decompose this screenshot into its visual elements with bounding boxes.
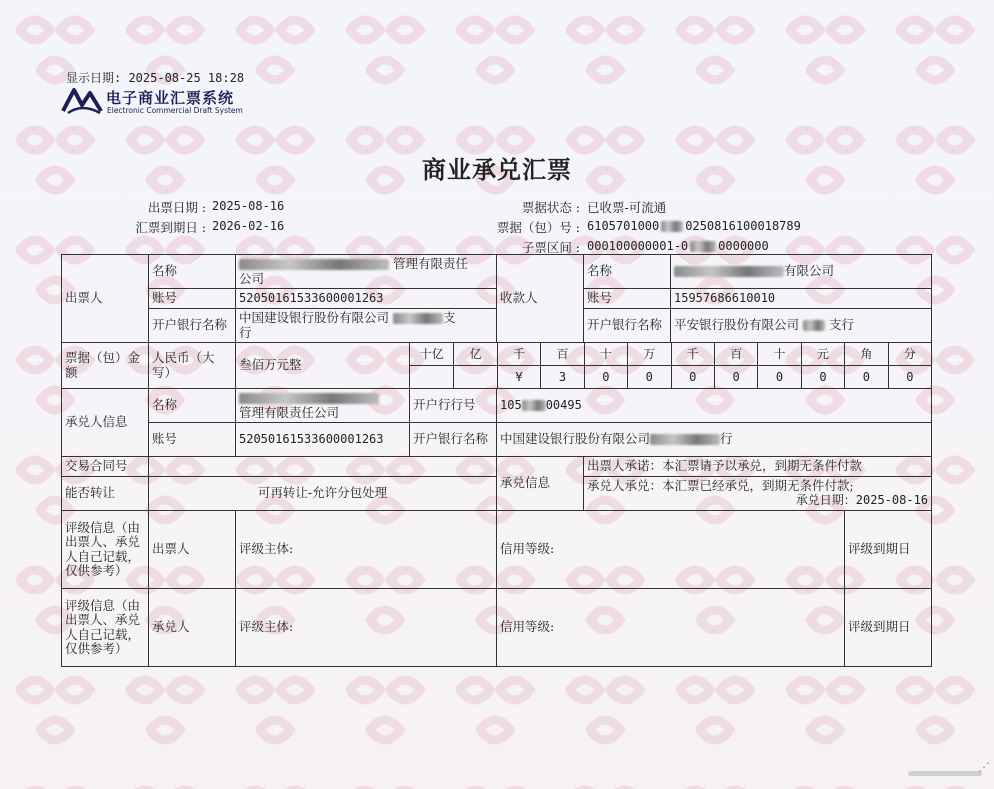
acceptor-bank-no: 105 00495 [497, 389, 932, 423]
amount-digit-2: ¥ [497, 366, 540, 388]
payee-account: 15957686610010 [671, 289, 932, 309]
amount-digit-7: 0 [714, 366, 757, 388]
system-logo [60, 85, 260, 121]
draft-number-label: 票据（包）号 : [496, 220, 580, 235]
amount-digits [410, 343, 932, 389]
amount-digit-1 [453, 366, 496, 388]
rating-expire-drawer: 评级到期日 [845, 511, 932, 589]
acceptor-name-label: 名称 [149, 389, 236, 423]
rating-subject-acceptor: 评级主体: [236, 589, 497, 667]
amount-unit-7: 百 [714, 343, 757, 365]
amount-currency-label: 人民币（大写） [149, 343, 236, 389]
amount-unit-4: 十 [584, 343, 627, 365]
horizontal-scrollbar[interactable] [908, 771, 982, 776]
sub-range-label: 子票区间 : [521, 240, 580, 255]
amount-digit-0 [410, 366, 453, 388]
amount-unit-6: 千 [671, 343, 714, 365]
resize-handle-icon[interactable]: ⋰ [978, 760, 990, 774]
drawer-name-label: 名称 [149, 255, 236, 289]
rating-grade-drawer: 信用等级: [497, 511, 845, 589]
sub-range: 000100000001-0 0000000 [587, 239, 769, 253]
rating-label-drawer: 评级信息（由出票人、承兑人自己记载，仅供参考） [62, 511, 149, 589]
acceptor-section-label: 承兑人信息 [62, 389, 149, 457]
amount-unit-10: 角 [844, 343, 887, 365]
acceptor-bank-no-label: 开户行行号 [410, 389, 497, 423]
rating-party-acceptor: 承兑人 [149, 589, 236, 667]
status-label: 票据状态 : [521, 200, 580, 215]
drawer-bank-label: 开户银行名称 [149, 309, 236, 343]
payee-name: 有限公司 [671, 255, 932, 289]
transfer-value: 可再转让-允许分包处理 [149, 477, 497, 511]
payee-name-label: 名称 [584, 255, 671, 289]
draft-title: 商业承兑汇票 [422, 155, 572, 184]
rating-party-drawer: 出票人 [149, 511, 236, 589]
amount-label: 票据（包）金额 [62, 343, 149, 389]
amount-digit-3: 3 [540, 366, 583, 388]
payee-bank-label: 开户银行名称 [584, 309, 671, 343]
acceptor-account-label: 账号 [149, 423, 236, 457]
rating-subject-drawer: 评级主体: [236, 511, 497, 589]
issue-date: 2025-08-16 [212, 199, 285, 213]
amount-digit-5: 0 [627, 366, 670, 388]
amount-digit-6: 0 [671, 366, 714, 388]
draft-number: 6105701000 0250816100018789 [587, 219, 801, 233]
contract-label: 交易合同号 [62, 457, 149, 477]
drawer-account: 52050161533600001263 [236, 289, 497, 309]
drawer-account-label: 账号 [149, 289, 236, 309]
amount-unit-1: 亿 [453, 343, 496, 365]
payee-section-label: 收款人 [497, 255, 584, 343]
logo-en-text: Electronic Commercial Draft System [107, 106, 243, 115]
logo-cn-text: 电子商业汇票系统 [106, 89, 235, 107]
amount-units-row [410, 343, 931, 366]
display-date: 显示日期: 2025-08-25 18:28 [66, 71, 245, 85]
amount-digit-9: 0 [801, 366, 844, 388]
amount-digits-row [410, 366, 931, 388]
drawer-promise: 出票人承诺：本汇票请予以承兑，到期无条件付款 [584, 457, 932, 477]
drawer-name: 管理有限责任 公司 [236, 255, 497, 289]
amount-digit-11: 0 [888, 366, 931, 388]
amount-digit-8: 0 [757, 366, 800, 388]
amount-unit-9: 元 [801, 343, 844, 365]
drawer-bank: 中国建设银行股份有限公司 支 行 [236, 309, 497, 343]
accept-date: 承兑日期：2025-08-16 [795, 492, 929, 507]
payee-bank: 平安银行股份有限公司 支行 [671, 309, 932, 343]
amount-unit-11: 分 [888, 343, 931, 365]
amount-words: 叁佰万元整 [236, 343, 410, 389]
acceptor-bank-label: 开户银行名称 [410, 423, 497, 457]
draft-table [61, 254, 932, 667]
contract-value [149, 457, 497, 477]
amount-digit-4: 0 [584, 366, 627, 388]
amount-digit-10: 0 [844, 366, 887, 388]
acceptor-promise: 承兑人承兑：本汇票已经承兑，到期无条件付款; 承兑日期：2025-08-16 [584, 477, 932, 511]
amount-unit-3: 百 [540, 343, 583, 365]
logo-icon [60, 85, 104, 119]
issue-date-label: 出票日期 : [147, 200, 206, 215]
rating-expire-acceptor: 评级到期日 [845, 589, 932, 667]
due-date: 2026-02-16 [212, 219, 285, 233]
acceptor-name: 管理有限责任公司 [236, 389, 410, 423]
status-value: 已收票-可流通 [587, 200, 667, 215]
rating-label-acceptor: 评级信息（由出票人、承兑人自己记载，仅供参考） [62, 589, 149, 667]
amount-unit-2: 千 [497, 343, 540, 365]
amount-unit-8: 十 [757, 343, 800, 365]
amount-unit-0: 十亿 [419, 347, 444, 361]
rating-grade-acceptor: 信用等级: [497, 589, 845, 667]
amount-unit-5: 万 [627, 343, 670, 365]
drawer-section-label: 出票人 [62, 255, 149, 343]
payee-account-label: 账号 [584, 289, 671, 309]
acceptor-bank: 中国建设银行股份有限公司 行 [497, 423, 932, 457]
transfer-label: 能否转让 [62, 477, 149, 511]
due-date-label: 汇票到期日 : [135, 220, 206, 235]
accept-info-label: 承兑信息 [497, 457, 584, 511]
acceptor-account: 52050161533600001263 [236, 423, 410, 457]
